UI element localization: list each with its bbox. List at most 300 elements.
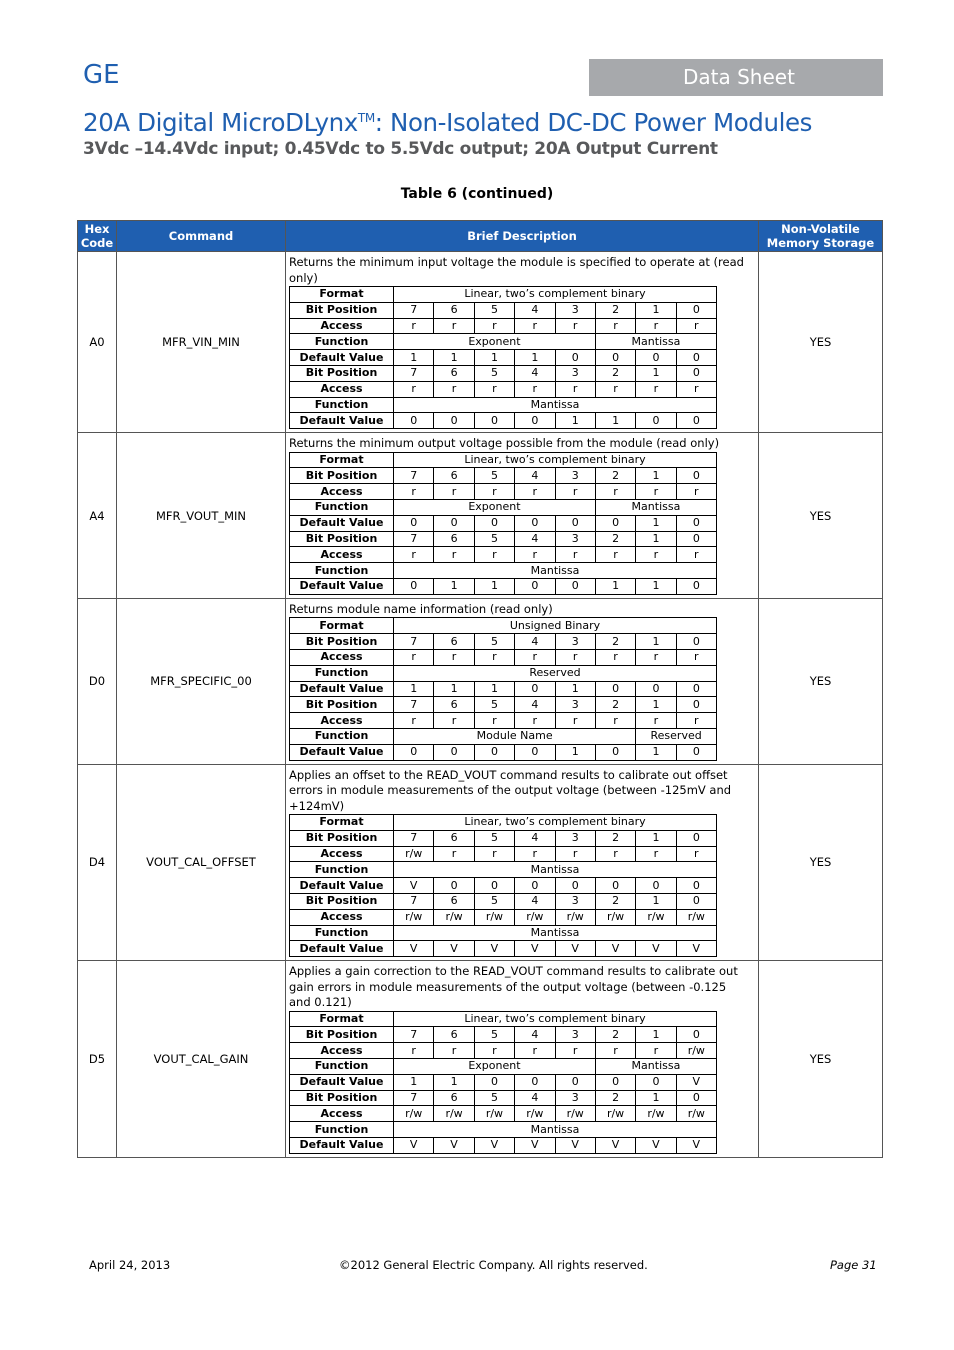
default-value-row	[290, 941, 717, 957]
default-value-cell: 0	[394, 744, 434, 760]
default-value-cell: 1	[434, 579, 474, 595]
bit-position-row	[290, 1090, 717, 1106]
description-cell	[286, 961, 759, 1158]
default-value-cell: 1	[515, 350, 555, 366]
default-value-cell: V	[474, 1138, 514, 1154]
default-value-cell: V	[676, 1074, 716, 1090]
access-cell: r	[676, 713, 716, 729]
access-cell: r	[394, 1043, 434, 1059]
title-main: 20A Digital MicroDLynx	[83, 108, 358, 137]
default-value-cell: 1	[555, 681, 595, 697]
default-value-label: Default Value	[290, 744, 394, 760]
access-row	[290, 318, 717, 334]
bit-position-cell: 2	[595, 1027, 635, 1043]
bit-position-cell: 5	[474, 1027, 514, 1043]
table-row	[78, 764, 883, 961]
access-cell: r	[636, 1043, 676, 1059]
access-cell: r/w	[676, 909, 716, 925]
access-cell: r	[555, 547, 595, 563]
access-cell: r/w	[515, 1106, 555, 1122]
function-row	[290, 563, 717, 579]
bit-position-cell: 5	[474, 894, 514, 910]
bit-position-cell: 2	[595, 697, 635, 713]
page-subtitle: 3Vdc –14.4Vdc input; 0.45Vdc to 5.5Vdc output; 20A Output Current	[83, 139, 718, 159]
access-label: Access	[290, 846, 394, 862]
access-cell: r	[555, 484, 595, 500]
access-cell: r	[636, 547, 676, 563]
default-value-cell: 0	[515, 744, 555, 760]
default-value-cell: 0	[515, 681, 555, 697]
bit-position-cell: 2	[595, 365, 635, 381]
bit-position-cell: 6	[434, 894, 474, 910]
access-cell: r	[515, 484, 555, 500]
bit-position-cell: 5	[474, 697, 514, 713]
default-value-label: Default Value	[290, 681, 394, 697]
access-row	[290, 1043, 717, 1059]
access-cell: r	[515, 1043, 555, 1059]
footer-copyright: ©2012 General Electric Company. All rights reserved.	[339, 1258, 648, 1272]
footer-date: April 24, 2013	[89, 1258, 171, 1272]
access-cell: r	[555, 713, 595, 729]
bit-position-cell: 7	[394, 1027, 434, 1043]
default-value-cell: V	[394, 1138, 434, 1154]
function-cell: Mantissa	[394, 1122, 717, 1138]
default-value-cell: 0	[676, 579, 716, 595]
default-value-cell: 1	[595, 413, 635, 429]
access-row	[290, 649, 717, 665]
default-value-cell: V	[636, 941, 676, 957]
access-cell: r	[555, 846, 595, 862]
default-value-cell: 0	[636, 1074, 676, 1090]
bit-position-cell: 3	[555, 894, 595, 910]
access-cell: r	[434, 318, 474, 334]
format-row	[290, 1011, 717, 1027]
table-row	[78, 598, 883, 764]
default-value-cell: V	[555, 1138, 595, 1154]
description-text: Returns the minimum input voltage the module is specified to operate at (read only)	[289, 255, 744, 285]
default-value-cell: 0	[676, 744, 716, 760]
bit-position-cell: 4	[515, 302, 555, 318]
table-row	[78, 433, 883, 599]
bit-position-cell: 5	[474, 830, 514, 846]
access-cell: r	[474, 484, 514, 500]
bit-position-cell: 0	[676, 531, 716, 547]
bit-position-label: Bit Position	[290, 1027, 394, 1043]
access-cell: r	[595, 381, 635, 397]
bit-position-row	[290, 830, 717, 846]
access-cell: r	[676, 649, 716, 665]
access-cell: r/w	[636, 1106, 676, 1122]
access-cell: r	[595, 1043, 635, 1059]
register-table	[289, 1011, 717, 1154]
format-label: Format	[290, 287, 394, 303]
access-label: Access	[290, 1043, 394, 1059]
bit-position-label: Bit Position	[290, 830, 394, 846]
default-value-cell: 0	[474, 878, 514, 894]
trademark: TM	[357, 111, 375, 125]
default-value-cell: 0	[474, 413, 514, 429]
default-value-row	[290, 1138, 717, 1154]
access-cell: r	[474, 713, 514, 729]
default-value-cell: 0	[595, 1074, 635, 1090]
function-row	[290, 925, 717, 941]
bit-position-cell: 1	[636, 634, 676, 650]
default-value-label: Default Value	[290, 350, 394, 366]
bit-position-cell: 6	[434, 302, 474, 318]
function-cell: Mantissa	[394, 925, 717, 941]
bit-position-cell: 4	[515, 697, 555, 713]
function-cell: Mantissa	[595, 334, 716, 350]
bit-position-cell: 6	[434, 531, 474, 547]
function-cell: Mantissa	[595, 1059, 716, 1075]
bit-position-cell: 7	[394, 894, 434, 910]
access-cell: r	[474, 649, 514, 665]
access-row	[290, 909, 717, 925]
bit-position-cell: 3	[555, 634, 595, 650]
nvm-cell: YES	[759, 433, 883, 599]
default-value-cell: 0	[394, 515, 434, 531]
format-row	[290, 815, 717, 831]
table-row	[78, 961, 883, 1158]
access-row	[290, 547, 717, 563]
bit-position-label: Bit Position	[290, 894, 394, 910]
default-value-cell: 0	[636, 681, 676, 697]
access-cell: r	[636, 381, 676, 397]
bit-position-cell: 4	[515, 634, 555, 650]
default-value-cell: 0	[555, 579, 595, 595]
access-cell: r	[636, 713, 676, 729]
table-caption: Table 6 (continued)	[400, 186, 554, 202]
bit-position-row	[290, 468, 717, 484]
access-cell: r	[676, 547, 716, 563]
command-cell: MFR_VOUT_MIN	[117, 433, 286, 599]
access-cell: r	[676, 846, 716, 862]
footer-page-number: Page 31	[830, 1258, 877, 1272]
default-value-cell: 0	[515, 878, 555, 894]
access-cell: r	[474, 318, 514, 334]
access-cell: r	[434, 484, 474, 500]
default-value-label: Default Value	[290, 1074, 394, 1090]
default-value-cell: V	[434, 941, 474, 957]
bit-position-row	[290, 531, 717, 547]
access-cell: r/w	[394, 846, 434, 862]
default-value-cell: 1	[434, 681, 474, 697]
function-cell: Mantissa	[394, 862, 717, 878]
access-cell: r	[595, 846, 635, 862]
function-cell: Mantissa	[394, 563, 717, 579]
access-row	[290, 713, 717, 729]
bit-position-row	[290, 697, 717, 713]
default-value-cell: 1	[474, 579, 514, 595]
function-label: Function	[290, 334, 394, 350]
register-table	[289, 286, 717, 429]
access-cell: r	[636, 649, 676, 665]
bit-position-cell: 7	[394, 830, 434, 846]
bit-position-cell: 3	[555, 302, 595, 318]
default-value-cell: 0	[676, 413, 716, 429]
default-value-cell: V	[474, 941, 514, 957]
bit-position-cell: 6	[434, 830, 474, 846]
access-label: Access	[290, 318, 394, 334]
bit-position-cell: 6	[434, 1090, 474, 1106]
default-value-cell: 1	[636, 515, 676, 531]
function-cell: Reserved	[636, 728, 717, 744]
data-sheet-badge: Data Sheet	[589, 59, 883, 96]
function-cell: Exponent	[394, 1059, 596, 1075]
access-cell: r	[595, 713, 635, 729]
bit-position-row	[290, 1027, 717, 1043]
bit-position-cell: 1	[636, 1027, 676, 1043]
function-cell: Mantissa	[394, 397, 717, 413]
register-table	[289, 452, 717, 595]
default-value-cell: 0	[434, 413, 474, 429]
bit-position-cell: 2	[595, 1090, 635, 1106]
access-cell: r	[555, 381, 595, 397]
access-cell: r	[434, 1043, 474, 1059]
function-row	[290, 334, 717, 350]
access-cell: r	[515, 318, 555, 334]
default-value-cell: 0	[595, 681, 635, 697]
access-cell: r	[394, 381, 434, 397]
default-value-cell: 0	[595, 744, 635, 760]
header-command: Command	[117, 221, 286, 252]
bit-position-cell: 0	[676, 302, 716, 318]
access-cell: r	[394, 547, 434, 563]
access-cell: r	[434, 713, 474, 729]
ge-logo: GE	[83, 60, 120, 90]
default-value-cell: 0	[394, 413, 434, 429]
default-value-cell: 1	[474, 681, 514, 697]
default-value-cell: 0	[515, 515, 555, 531]
default-value-cell: 0	[555, 878, 595, 894]
default-value-cell: 0	[555, 1074, 595, 1090]
default-value-cell: 0	[676, 515, 716, 531]
access-cell: r	[595, 649, 635, 665]
description-text: Applies a gain correction to the READ_VOUT command results to calibrate out gain errors in module measurements of the output voltage (between -0.125 and 0.121)	[289, 964, 738, 1010]
bit-position-row	[290, 894, 717, 910]
access-row	[290, 846, 717, 862]
default-value-label: Default Value	[290, 878, 394, 894]
access-cell: r	[515, 846, 555, 862]
bit-position-row	[290, 365, 717, 381]
bit-position-cell: 5	[474, 365, 514, 381]
register-table	[289, 814, 717, 957]
access-cell: r	[394, 318, 434, 334]
default-value-cell: V	[555, 941, 595, 957]
bit-position-cell: 3	[555, 531, 595, 547]
header-hex-code: Hex Code	[78, 221, 117, 252]
access-row	[290, 484, 717, 500]
bit-position-cell: 5	[474, 468, 514, 484]
default-value-cell: 0	[434, 744, 474, 760]
hex-code-cell: A0	[78, 252, 117, 433]
command-cell: VOUT_CAL_GAIN	[117, 961, 286, 1158]
bit-position-cell: 1	[636, 1090, 676, 1106]
format-label: Format	[290, 618, 394, 634]
bit-position-cell: 7	[394, 468, 434, 484]
default-value-cell: V	[515, 941, 555, 957]
default-value-row	[290, 681, 717, 697]
default-value-cell: 0	[676, 681, 716, 697]
bit-position-cell: 1	[636, 894, 676, 910]
bit-position-label: Bit Position	[290, 531, 394, 547]
default-value-cell: V	[394, 941, 434, 957]
bit-position-cell: 2	[595, 468, 635, 484]
bit-position-cell: 6	[434, 365, 474, 381]
default-value-cell: 0	[515, 413, 555, 429]
default-value-cell: V	[676, 1138, 716, 1154]
access-cell: r	[595, 318, 635, 334]
function-label: Function	[290, 925, 394, 941]
description-text: Applies an offset to the READ_VOUT command results to calibrate out offset errors in module measurements of the output voltage (between -125mV and +124mV)	[289, 767, 732, 813]
default-value-cell: 0	[434, 878, 474, 894]
description-text: Returns module name information (read only)	[289, 601, 553, 616]
function-cell: Reserved	[394, 665, 717, 681]
format-label: Format	[290, 452, 394, 468]
default-value-cell: 1	[434, 350, 474, 366]
nvm-cell: YES	[759, 764, 883, 961]
default-value-cell: V	[636, 1138, 676, 1154]
bit-position-cell: 1	[636, 531, 676, 547]
format-label: Format	[290, 1011, 394, 1027]
default-value-row	[290, 878, 717, 894]
bit-position-cell: 2	[595, 830, 635, 846]
default-value-cell: 0	[636, 350, 676, 366]
function-cell: Mantissa	[595, 500, 716, 516]
access-cell: r/w	[434, 909, 474, 925]
default-value-cell: 1	[394, 681, 434, 697]
function-label: Function	[290, 665, 394, 681]
format-value: Linear, two’s complement binary	[394, 1011, 717, 1027]
hex-code-cell: A4	[78, 433, 117, 599]
function-label: Function	[290, 563, 394, 579]
access-row	[290, 1106, 717, 1122]
bit-position-cell: 4	[515, 830, 555, 846]
bit-position-cell: 0	[676, 365, 716, 381]
bit-position-cell: 7	[394, 365, 434, 381]
access-cell: r/w	[394, 909, 434, 925]
access-cell: r	[515, 713, 555, 729]
bit-position-cell: 1	[636, 830, 676, 846]
function-row	[290, 1122, 717, 1138]
description-cell	[286, 252, 759, 433]
access-cell: r	[636, 846, 676, 862]
default-value-cell: V	[595, 1138, 635, 1154]
function-label: Function	[290, 1059, 394, 1075]
default-value-label: Default Value	[290, 1138, 394, 1154]
access-cell: r	[434, 547, 474, 563]
bit-position-cell: 2	[595, 634, 635, 650]
default-value-cell: 0	[676, 878, 716, 894]
default-value-cell: V	[595, 941, 635, 957]
bit-position-cell: 5	[474, 634, 514, 650]
default-value-label: Default Value	[290, 579, 394, 595]
default-value-cell: 0	[474, 744, 514, 760]
bit-position-cell: 4	[515, 1090, 555, 1106]
bit-position-cell: 0	[676, 468, 716, 484]
access-cell: r	[434, 846, 474, 862]
bit-position-cell: 3	[555, 697, 595, 713]
bit-position-cell: 6	[434, 697, 474, 713]
bit-position-row	[290, 302, 717, 318]
default-value-cell: V	[394, 878, 434, 894]
access-cell: r	[636, 318, 676, 334]
access-cell: r/w	[636, 909, 676, 925]
function-row	[290, 728, 717, 744]
register-table	[289, 617, 717, 760]
bit-position-cell: 4	[515, 894, 555, 910]
access-cell: r/w	[434, 1106, 474, 1122]
bit-position-label: Bit Position	[290, 365, 394, 381]
bit-position-cell: 1	[636, 302, 676, 318]
default-value-cell: 1	[394, 350, 434, 366]
access-cell: r/w	[515, 909, 555, 925]
access-cell: r/w	[474, 1106, 514, 1122]
command-table	[77, 220, 883, 1158]
bit-position-cell: 5	[474, 302, 514, 318]
bit-position-cell: 2	[595, 531, 635, 547]
bit-position-cell: 5	[474, 1090, 514, 1106]
access-cell: r/w	[595, 909, 635, 925]
format-label: Format	[290, 815, 394, 831]
default-value-cell: 1	[636, 579, 676, 595]
function-row	[290, 665, 717, 681]
access-cell: r	[676, 381, 716, 397]
hex-code-cell: D5	[78, 961, 117, 1158]
bit-position-cell: 5	[474, 531, 514, 547]
bit-position-cell: 7	[394, 302, 434, 318]
table-body	[78, 252, 883, 1158]
default-value-cell: 0	[555, 350, 595, 366]
access-cell: r/w	[676, 1043, 716, 1059]
bit-position-cell: 2	[595, 894, 635, 910]
access-cell: r/w	[555, 1106, 595, 1122]
default-value-cell: V	[434, 1138, 474, 1154]
access-label: Access	[290, 1106, 394, 1122]
access-cell: r/w	[474, 909, 514, 925]
bit-position-cell: 1	[636, 365, 676, 381]
function-cell: Exponent	[394, 334, 596, 350]
access-cell: r	[595, 484, 635, 500]
bit-position-cell: 3	[555, 468, 595, 484]
access-cell: r	[515, 649, 555, 665]
function-label: Function	[290, 397, 394, 413]
default-value-cell: 1	[434, 1074, 474, 1090]
access-label: Access	[290, 484, 394, 500]
format-value: Linear, two’s complement binary	[394, 815, 717, 831]
access-label: Access	[290, 649, 394, 665]
header-brief-description: Brief Description	[286, 221, 759, 252]
function-cell: Exponent	[394, 500, 596, 516]
function-label: Function	[290, 728, 394, 744]
bit-position-cell: 0	[676, 697, 716, 713]
default-value-row	[290, 1074, 717, 1090]
default-value-cell: 1	[474, 350, 514, 366]
command-cell: MFR_VIN_MIN	[117, 252, 286, 433]
description-cell	[286, 764, 759, 961]
bit-position-cell: 1	[636, 697, 676, 713]
bit-position-cell: 0	[676, 634, 716, 650]
default-value-row	[290, 413, 717, 429]
default-value-cell: 1	[595, 579, 635, 595]
function-label: Function	[290, 500, 394, 516]
bit-position-cell: 6	[434, 468, 474, 484]
access-row	[290, 381, 717, 397]
access-cell: r	[434, 649, 474, 665]
bit-position-cell: 7	[394, 1090, 434, 1106]
bit-position-label: Bit Position	[290, 697, 394, 713]
bit-position-cell: 0	[676, 1027, 716, 1043]
